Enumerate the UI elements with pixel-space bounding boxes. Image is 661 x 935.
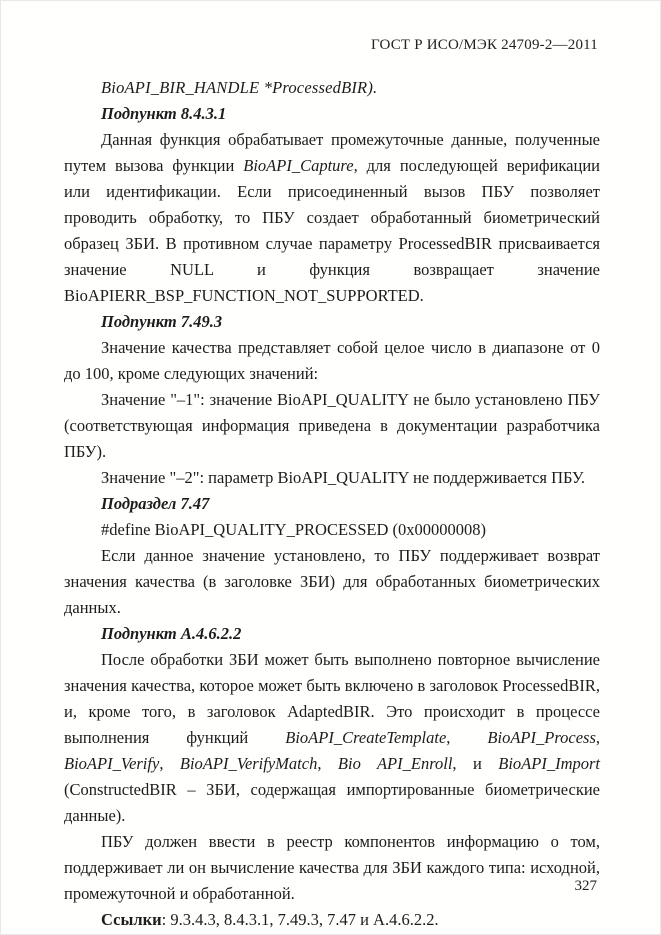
text-run: Подраздел 7.47	[101, 494, 210, 513]
text-run: ,	[446, 728, 488, 747]
section-heading	[64, 621, 600, 647]
text-run: Если данное значение установлено, то ПБУ поддерживает возврат значения качества (в заголовке ЗБИ) для обработанных биометрических данных.	[64, 546, 600, 617]
text-run: , для последующей верификации или идентификации. Если присоединенный вызов ПБУ позволяет проводить обработку, то ПБУ создает обработанный биометрический образец ЗБИ. В противном случае параметру ProcessedBIR присваивается значение NULL и функция возвращает значение BioAPIERR_BSP_FUNCTION_NOT_SUPPORTED.	[64, 156, 600, 305]
text-run: Значение "–2": параметр BioAPI_QUALITY не поддерживается ПБУ.	[101, 468, 586, 487]
text-run: ПБУ должен ввести в реестр компонентов информацию о том, поддерживает ли он вычисление качества для ЗБИ каждого типа: исходной, промежуточной и обработанной.	[64, 832, 600, 903]
text-run: Данная функция обрабатывает промежуточные данные, полученные путем вызова функции	[64, 130, 600, 175]
text-run: После обработки ЗБИ может быть выполнено повторное вычисление значения качества, которое может быть включено в заголовок ProcessedBIR, и, кроме того, в заголовок AdaptedBIR. Это происходит в процессе выполнения функций	[64, 650, 600, 747]
text-run: BioAPI_VerifyMatch	[179, 754, 318, 773]
text-run: (ConstructedBIR – ЗБИ, содержащая импортированные биометрические данные).	[64, 780, 600, 825]
paragraph	[64, 907, 600, 933]
paragraph	[64, 647, 600, 829]
text-run: ,	[317, 754, 338, 773]
text-run: BioAPI_Verify	[64, 754, 160, 773]
text-run: BioAPI_Process	[487, 728, 596, 747]
paragraph	[64, 387, 600, 465]
text-run: BioAPI_Capture	[243, 156, 354, 175]
section-heading	[64, 491, 600, 517]
section-heading	[64, 101, 600, 127]
text-run: BioAPI_CreateTemplate	[285, 728, 447, 747]
text-run: : 9.3.4.3, 8.4.3.1, 7.49.3, 7.47 и А.4.6.2.2.	[161, 910, 439, 929]
text-run: Значение качества представляет собой целое число в диапазоне от 0 до 100, кроме следующих значений:	[64, 338, 600, 383]
paragraph	[64, 335, 600, 387]
text-run: Подпункт 8.4.3.1	[101, 104, 227, 123]
document-body	[64, 75, 600, 933]
paragraph	[64, 127, 600, 309]
text-run: BioAPI_BIR_HANDLE *ProcessedBIR).	[101, 78, 378, 97]
text-run: Bio API_Enroll	[337, 754, 453, 773]
text-run: Подпункт 7.49.3	[101, 312, 223, 331]
section-heading	[64, 309, 600, 335]
text-run: Подпункт А.4.6.2.2	[101, 624, 242, 643]
text-run: BioAPI_Import	[498, 754, 600, 773]
text-run: Ссылки	[101, 910, 162, 929]
paragraph	[64, 517, 600, 543]
text-run: , и	[452, 754, 499, 773]
code-line	[64, 75, 600, 101]
paragraph	[64, 829, 600, 907]
text-run: #define BioAPI_QUALITY_PROCESSED (0x00000008)	[101, 520, 486, 539]
paragraph	[64, 465, 600, 491]
text-run: ,	[595, 728, 600, 747]
page-number: 327	[574, 878, 597, 894]
running-header: ГОСТ Р ИСО/МЭК 24709-2—2011	[371, 37, 598, 53]
text-run: ,	[159, 754, 180, 773]
paragraph	[64, 543, 600, 621]
text-run: Значение "–1": значение BioAPI_QUALITY не было установлено ПБУ (соответствующая информация приведена в документации разработчика ПБУ).	[64, 390, 600, 461]
